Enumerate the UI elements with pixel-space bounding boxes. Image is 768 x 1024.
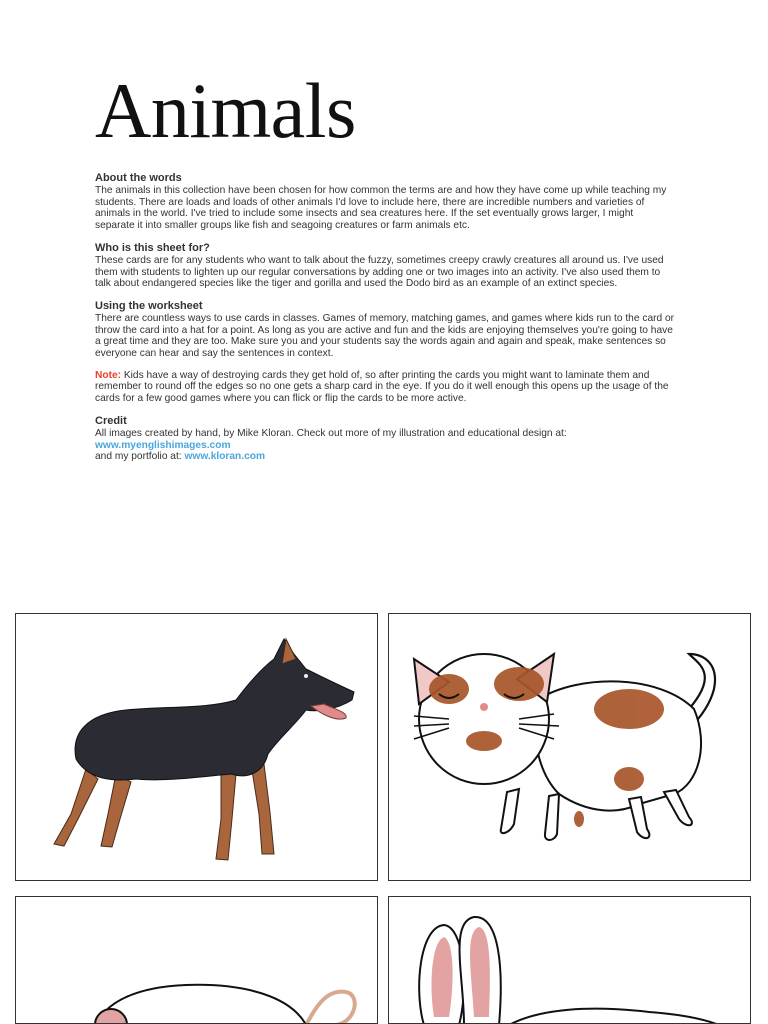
section-who-for bbox=[95, 242, 675, 290]
section-heading: Who is this sheet for? bbox=[95, 241, 210, 254]
card-dog[interactable] bbox=[15, 613, 378, 881]
note-body: Kids have a way of destroying cards they get hold of, so after printing the cards you might want to laminate them and remember to round off the edges so no one gets a sharp card in the eye. If you do it well enough this opens up the usage of the cards for a few good games where you can flick or flip the cards to be more active. bbox=[95, 369, 669, 405]
rabbit-illustration bbox=[389, 897, 751, 1024]
dog-tongue bbox=[311, 704, 346, 719]
section-body: The animals in this collection have been chosen for how common the terms are and how they have come up while teaching my students. There are loads and loads of other animals I'd love to include here, there are incredible numbers and varieties of animals in the world. I've tried to include some insects and sea creatures here. If the set eventually grows larger, I might separate it into smaller groups like fish and seagoing creatures or farm animals etc. bbox=[95, 185, 667, 232]
card-mouse[interactable] bbox=[15, 896, 378, 1024]
section-body: There are countless ways to use cards in classes. Games of memory, matching games, and games where kids run to the card or throw the card into a hat for a point. As long as you are active and fun and the kids are enjoying themselves you're going to have a great time and they are too. Make sure you and your students say the words again and again and speak, make sentences so everyone can hear and say the sentences in context. bbox=[95, 312, 675, 360]
section-heading: Credit bbox=[95, 414, 127, 427]
credit-body: All images created by hand, by Mike Kloran. Check out more of my illustration and educational design at: bbox=[95, 427, 567, 439]
kloran-link[interactable]: www.kloran.com bbox=[184, 451, 266, 463]
dog-illustration bbox=[16, 614, 378, 881]
rabbit-body bbox=[509, 1009, 719, 1024]
section-heading: About the words bbox=[95, 172, 182, 184]
card-cat[interactable] bbox=[388, 613, 751, 881]
note-paragraph bbox=[95, 370, 675, 405]
section-using-worksheet bbox=[95, 300, 675, 360]
note-label: Note: bbox=[95, 369, 122, 381]
dog-body bbox=[75, 639, 354, 780]
myenglishimages-link[interactable]: www.myenglishimages.com bbox=[95, 439, 231, 451]
card-rabbit[interactable] bbox=[388, 896, 751, 1024]
intro-content bbox=[95, 172, 675, 473]
cat-illustration bbox=[389, 614, 751, 881]
section-credit bbox=[95, 415, 675, 463]
page-title: Animals bbox=[95, 67, 356, 154]
mouse-illustration bbox=[16, 897, 378, 1024]
portfolio-prefix: and my portfolio at: bbox=[95, 451, 185, 463]
section-about-words bbox=[95, 172, 675, 232]
section-heading: Using the worksheet bbox=[95, 299, 203, 312]
dog-eye bbox=[304, 674, 308, 678]
mouse-tail bbox=[306, 992, 355, 1024]
mouse-body bbox=[96, 985, 306, 1024]
cat-nose bbox=[480, 703, 488, 711]
section-body: These cards are for any students who want to talk about the fuzzy, sometimes creepy crawly creatures all around us. I've used them with students to lighten up our regular conversations by adding one or two images into an activity. I've also used them to talk about endangered species like the tiger and gorilla and used the Dodo bird as an example of an extinct species. bbox=[95, 254, 664, 290]
